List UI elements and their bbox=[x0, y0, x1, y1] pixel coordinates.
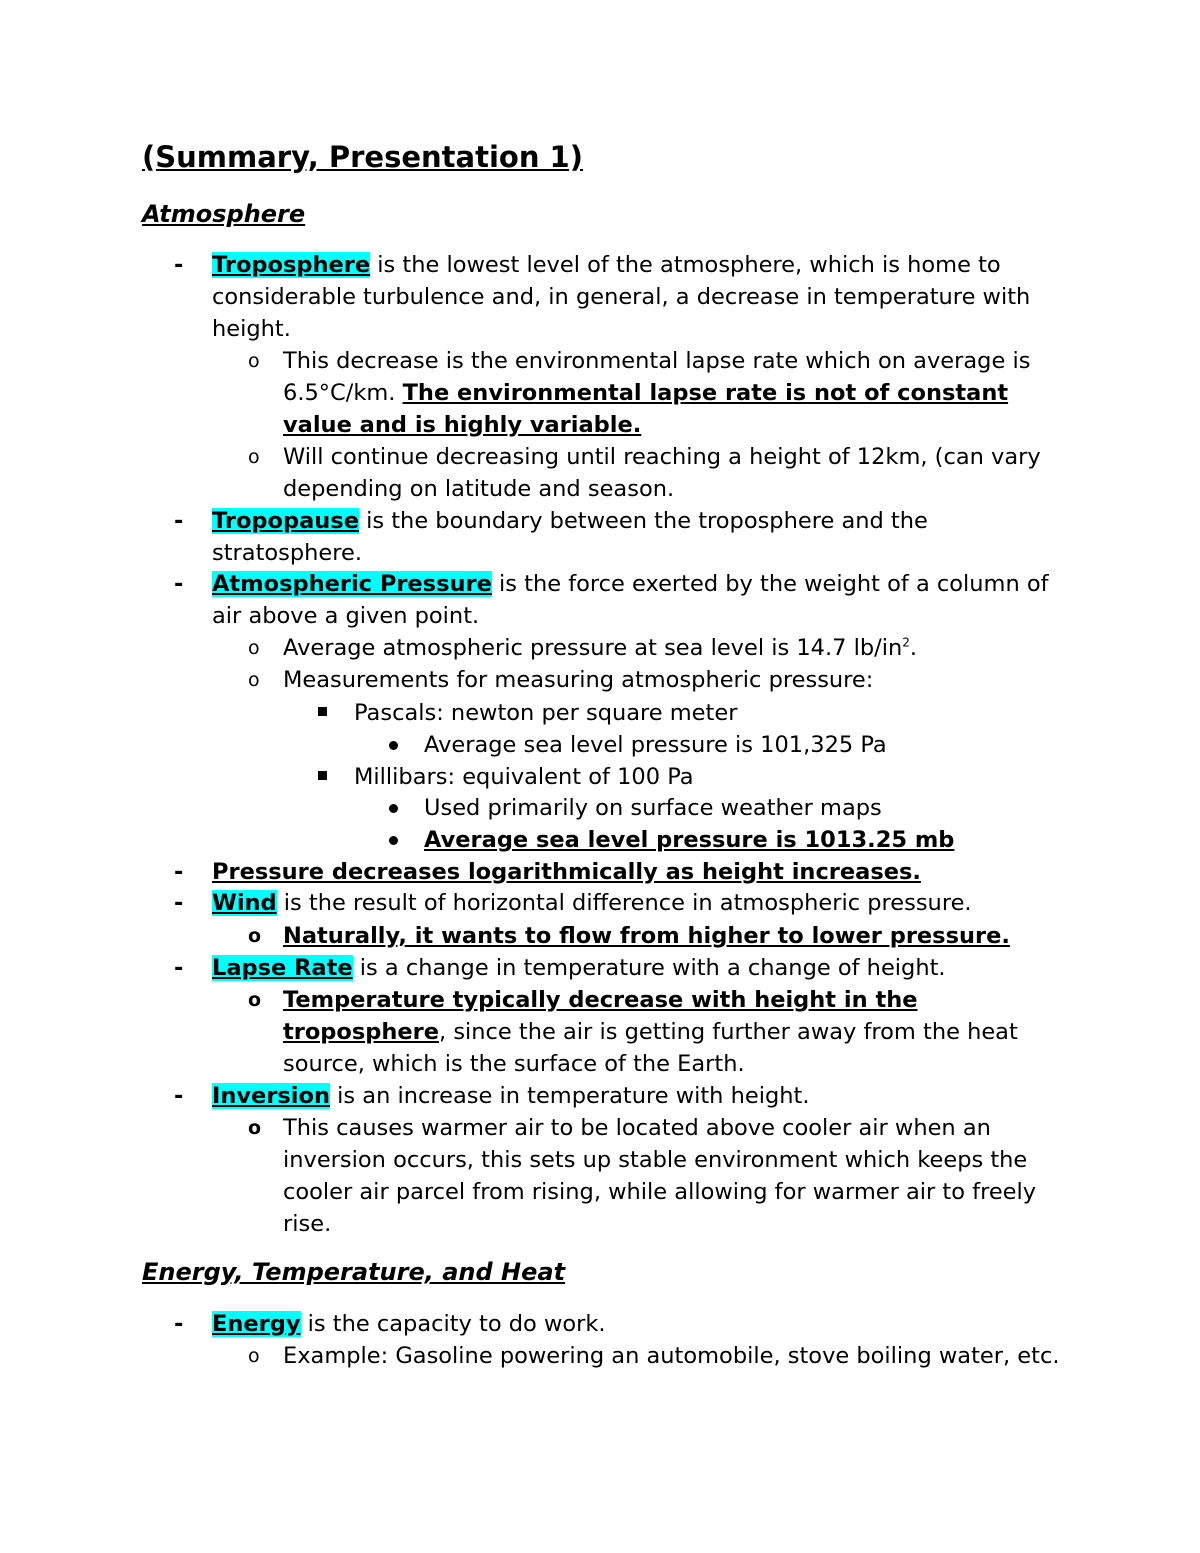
dash-bullet: - bbox=[174, 252, 184, 278]
dash-bullet: - bbox=[174, 571, 184, 597]
list-item-wind-flow: o Naturally, it wants to flow from higher to lower pressure. bbox=[283, 920, 1073, 952]
list-item-lapse-average: o This decrease is the environmental lapse rate which on average is 6.5°C/km. The environmental lapse rate is not of constant value and is highly variable. bbox=[283, 345, 1073, 441]
circle-bullet: o bbox=[248, 446, 260, 468]
circle-bullet: o bbox=[248, 1345, 260, 1367]
page-title: (Summary, Presentation 1) bbox=[142, 140, 583, 174]
circle-bullet: o bbox=[248, 350, 260, 372]
circle-bullet: o bbox=[248, 1117, 262, 1139]
list-item-atmospheric-pressure: - Atmospheric Pressure is the force exerted by the weight of a column of air above a given point. bbox=[212, 568, 1072, 632]
list-item-energy: - Energy is the capacity to do work. bbox=[212, 1308, 1072, 1340]
dash-bullet: - bbox=[174, 508, 184, 534]
list-item-millibars: Millibars: equivalent of 100 Pa bbox=[354, 761, 1074, 793]
dash-bullet: - bbox=[174, 1311, 184, 1337]
list-item-measurements: o Measurements for measuring atmospheric pressure: bbox=[283, 664, 1073, 696]
list-item-wind: - Wind is the result of horizontal difference in atmospheric pressure. bbox=[212, 887, 1072, 919]
list-item-energy-example: o Example: Gasoline powering an automobile, stove boiling water, etc. bbox=[283, 1340, 1073, 1372]
circle-bullet: o bbox=[248, 669, 260, 691]
list-item-pressure-log: - Pressure decreases logarithmically as height increases. bbox=[212, 856, 1072, 888]
dash-bullet: - bbox=[174, 890, 184, 916]
dash-bullet: - bbox=[174, 859, 184, 885]
list-item-tropopause: - Tropopause is the boundary between the troposphere and the stratosphere. bbox=[212, 505, 1072, 569]
list-item-pascals: Pascals: newton per square meter bbox=[354, 697, 1074, 729]
dash-bullet: - bbox=[174, 1083, 184, 1109]
dot-bullet-icon bbox=[389, 741, 398, 750]
section-heading-energy: Energy, Temperature, and Heat bbox=[142, 1258, 566, 1286]
list-item-inversion-detail: o This causes warmer air to be located above cooler air when an inversion occurs, this sets up stable environment which keeps the cooler air parcel from rising, while allowing for warmer air to freely rise. bbox=[283, 1112, 1073, 1240]
term-lapse-rate: Lapse Rate bbox=[212, 955, 353, 981]
term-tropopause: Tropopause bbox=[212, 508, 359, 534]
term-energy: Energy bbox=[212, 1311, 301, 1337]
list-item-inversion: - Inversion is an increase in temperature with height. bbox=[212, 1080, 1072, 1112]
list-item-average-pressure: o Average atmospheric pressure at sea level is 14.7 $lb/in^2$. bbox=[283, 632, 1073, 664]
term-atmospheric-pressure: Atmospheric Pressure bbox=[212, 571, 492, 597]
list-item-temperature-decrease: o Temperature typically decrease with height in the troposphere, since the air is getting further away from the heat source, which is the surface of the Earth. bbox=[283, 984, 1073, 1080]
list-item-decrease-12km: o Will continue decreasing until reaching a height of 12km, (can vary depending on latitude and season. bbox=[283, 441, 1073, 505]
circle-bullet: o bbox=[248, 925, 262, 947]
list-item-pascals-average: Average sea level pressure is 101,325 Pa bbox=[424, 729, 1074, 761]
dot-bullet-icon bbox=[389, 804, 398, 813]
dot-bullet-icon bbox=[389, 836, 398, 845]
term-wind: Wind bbox=[212, 890, 277, 916]
circle-bullet: o bbox=[248, 637, 260, 659]
term-inversion: Inversion bbox=[212, 1083, 330, 1109]
list-item-troposphere: - Troposphere is the lowest level of the atmosphere, which is home to considerable turbulence and, in general, a decrease in temperature with height. bbox=[212, 249, 1072, 345]
section-heading-atmosphere: Atmosphere bbox=[142, 200, 306, 228]
list-item-lapse-rate: - Lapse Rate is a change in temperature with a change of height. bbox=[212, 952, 1072, 984]
list-item-millibars-average: Average sea level pressure is 1013.25 mb bbox=[424, 824, 1074, 856]
list-item-millibars-use: Used primarily on surface weather maps bbox=[424, 792, 1074, 824]
square-bullet-icon bbox=[318, 707, 327, 716]
term-troposphere: Troposphere bbox=[212, 252, 371, 278]
square-bullet-icon bbox=[318, 771, 327, 780]
dash-bullet: - bbox=[174, 955, 184, 981]
circle-bullet: o bbox=[248, 989, 262, 1011]
